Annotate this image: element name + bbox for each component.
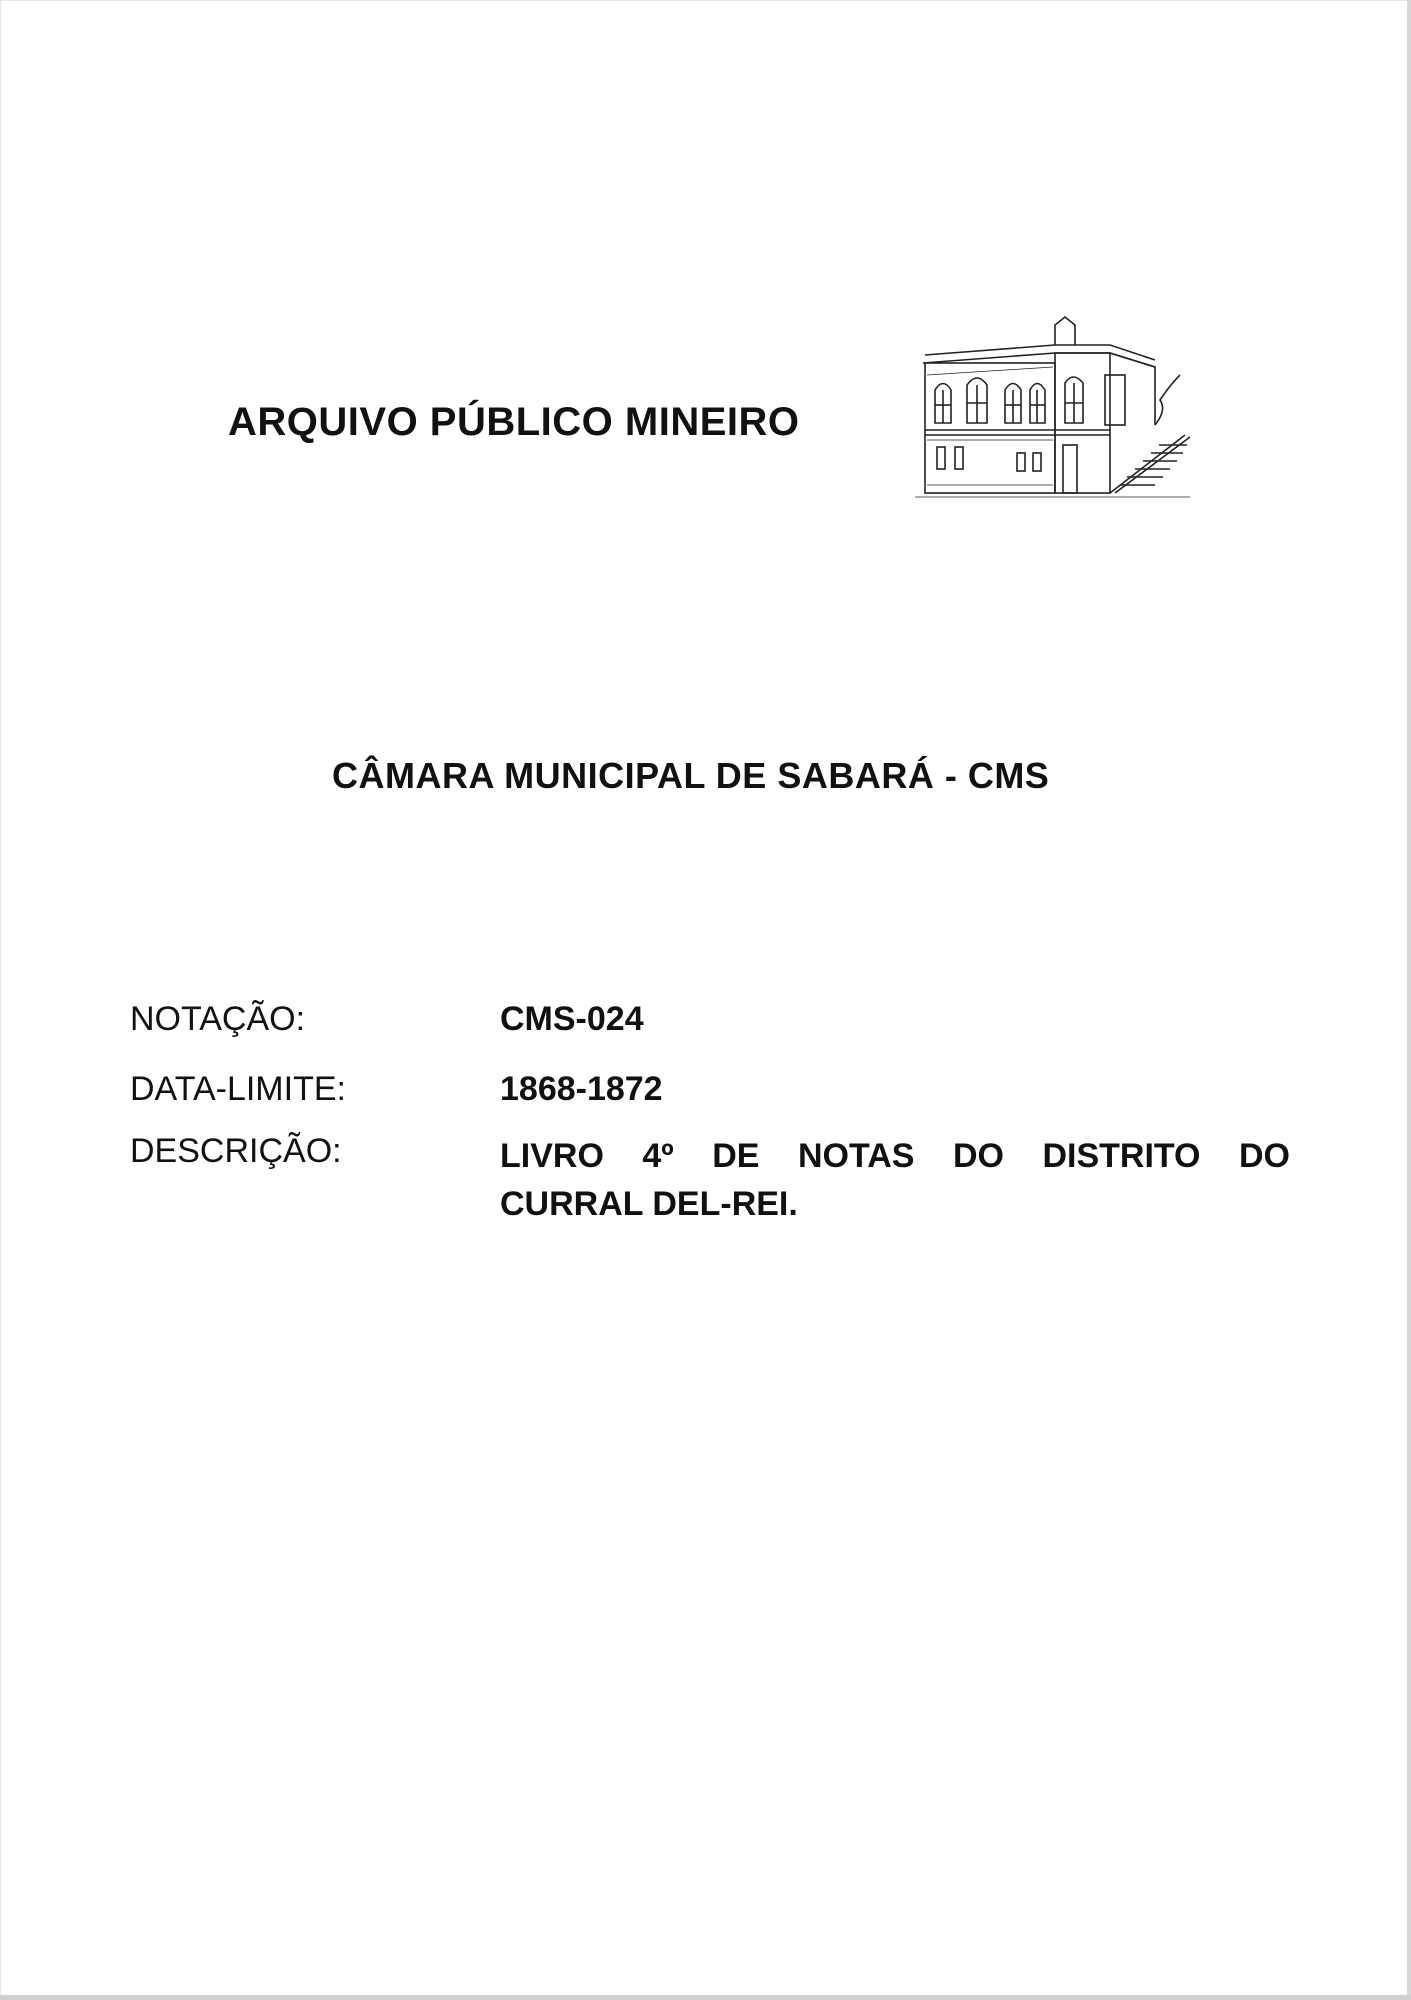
institution-title: ARQUIVO PÚBLICO MINEIRO (228, 400, 800, 444)
building-logo-icon (905, 305, 1195, 505)
scan-edge-right (1407, 0, 1411, 2000)
scan-edge-bottom (0, 1995, 1411, 2000)
field-label-notacao: NOTAÇÃO: (130, 1000, 306, 1038)
descricao-line-2: CURRAL DEL-REI. (500, 1185, 798, 1223)
field-label-data-limite: DATA-LIMITE: (130, 1070, 346, 1108)
field-value-data-limite: 1868-1872 (500, 1070, 663, 1108)
field-value-descricao (500, 1132, 1290, 1228)
field-value-notacao: CMS-024 (500, 1000, 644, 1038)
field-label-descricao: DESCRIÇÃO: (130, 1132, 342, 1170)
descricao-line-1: LIVRO 4º DE NOTAS DO DISTRITO DO (500, 1137, 1290, 1175)
fund-title: CÂMARA MUNICIPAL DE SABARÁ - CMS (332, 755, 1050, 796)
